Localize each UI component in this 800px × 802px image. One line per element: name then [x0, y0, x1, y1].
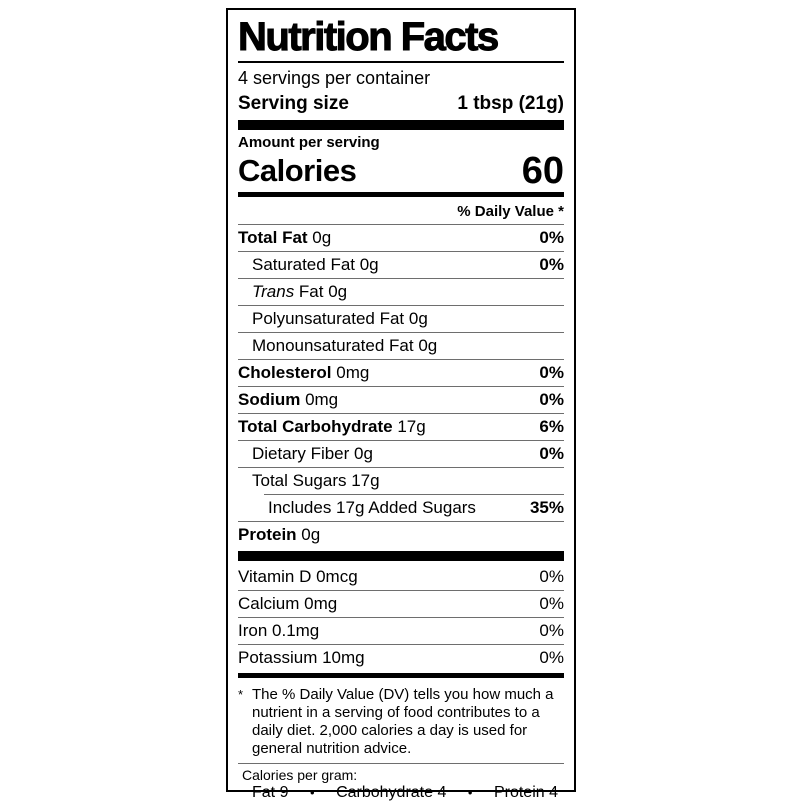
nutrient-name: Vitamin D 0mcg [238, 567, 358, 586]
thick-separator-bar [238, 120, 564, 130]
bullet-separator: • [467, 785, 473, 800]
micronutrient-rows [238, 564, 564, 671]
nutrition-facts-label [226, 8, 576, 801]
nutrient-daily-value: 0% [539, 648, 564, 667]
daily-value-header: % Daily Value * [238, 197, 564, 225]
footnote-asterisk: * [238, 687, 244, 702]
nutrient-row [238, 618, 564, 644]
calories-per-gram-item: Protein 4 [493, 784, 558, 801]
nutrient-daily-value: 0% [539, 444, 564, 463]
nutrient-daily-value: 35% [529, 498, 564, 517]
nutrient-name: Dietary Fiber 0g [252, 444, 373, 463]
calories-per-gram-item: Fat 9 [252, 784, 289, 801]
nutrient-name: Includes 17g Added Sugars [268, 498, 476, 517]
nutrient-row [238, 279, 564, 305]
thick-separator-bar [238, 551, 564, 561]
nutrient-daily-value: 0% [539, 255, 564, 274]
nutrient-row [238, 387, 564, 413]
nutrient-name: Polyunsaturated Fat 0g [252, 309, 428, 328]
nutrient-name: Cholesterol 0mg [238, 363, 370, 382]
nutrient-name: Total Fat 0g [238, 228, 332, 247]
calories-value: 60 [521, 150, 564, 192]
nutrient-row [238, 522, 564, 548]
nutrient-daily-value: 0% [539, 621, 564, 640]
daily-value-footnote [238, 686, 564, 758]
nutrient-name: Protein 0g [238, 525, 321, 544]
footnote-divider [238, 763, 564, 764]
label-title: Nutrition Facts [238, 15, 498, 59]
footnote-text: The % Daily Value (DV) tells you how much a nutrient in a serving of food contributes to a daily diet. 2,000 calories a day is used for general nutrition advice. [252, 686, 554, 757]
nutrient-name: Calcium 0mg [238, 594, 338, 613]
nutrient-row [238, 645, 564, 671]
nutrient-name: Total Carbohydrate 17g [238, 417, 426, 436]
nutrient-row [238, 441, 564, 467]
calories-label: Calories [238, 153, 357, 188]
nutrient-row [238, 468, 564, 494]
calories-per-gram-label: Calories per gram: [242, 767, 358, 783]
nutrient-daily-value: 0% [539, 567, 564, 586]
nutrient-row [238, 414, 564, 440]
nutrient-name: Total Sugars 17g [252, 471, 380, 490]
nutrient-name: Potassium 10mg [238, 648, 365, 667]
serving-size-row [238, 91, 564, 117]
nutrient-rows [238, 225, 564, 548]
nutrient-daily-value: 0% [539, 390, 564, 409]
calories-per-gram-row [238, 784, 564, 802]
nutrient-row [238, 333, 564, 359]
nutrient-daily-value: 0% [539, 228, 564, 247]
nutrient-name: Sodium 0mg [238, 390, 339, 409]
nutrient-row [238, 306, 564, 332]
nutrient-row [238, 225, 564, 251]
nutrient-row [238, 564, 564, 590]
nutrient-row [238, 495, 564, 521]
nutrient-name: Monounsaturated Fat 0g [252, 336, 438, 355]
nutrient-daily-value: 0% [539, 363, 564, 382]
nutrient-name: Trans Fat 0g [252, 282, 348, 301]
calories-row [238, 152, 564, 190]
nutrient-row [238, 252, 564, 278]
nutrient-row [238, 360, 564, 386]
title-divider [238, 61, 564, 63]
serving-size-value: 1 tbsp (21g) [457, 93, 564, 114]
nutrient-name: Saturated Fat 0g [252, 255, 379, 274]
nutrient-row [238, 591, 564, 617]
amount-per-serving-label: Amount per serving [238, 134, 380, 151]
medium-separator-bar [238, 673, 564, 678]
calories-per-gram-item: Carbohydrate 4 [336, 784, 447, 801]
nutrient-daily-value: 6% [539, 417, 564, 436]
serving-size-label: Serving size [238, 93, 349, 114]
nutrient-daily-value: 0% [539, 594, 564, 613]
nutrient-name: Iron 0.1mg [238, 621, 320, 640]
bullet-separator: • [309, 785, 315, 800]
servings-per-container: 4 servings per container [238, 68, 431, 88]
